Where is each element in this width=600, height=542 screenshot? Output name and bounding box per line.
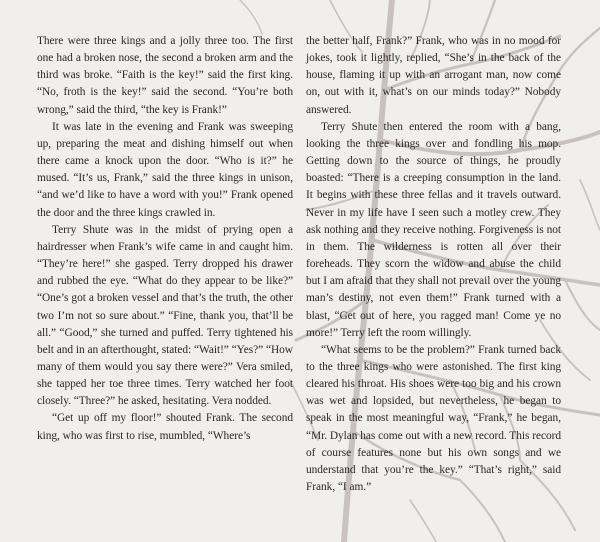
left-text-column	[37, 33, 293, 445]
paragraph: There were three kings and a jolly three too. The first one had a broken nose, the second a broken arm and the third was broke. “Faith is the key!” said the first king. “No, froth is the key!” said the second. “You’re both wrong,” said the third, “the key is Frank!”	[37, 35, 293, 116]
paragraph: It was late in the evening and Frank was sweeping up, preparing the meat and dishing himself out when there came a knock upon the door. “Who is it?” he mused. “It’s us, Frank,” said the three kings in unison, “and we’d like to have a word with you!” Frank opened the door and the three kings crawled in.	[37, 120, 293, 219]
right-text-column	[306, 33, 561, 496]
paragraph: Terry Shute was in the midst of prying open a hairdresser when Frank’s wife came in and caught him. “They’re here!” she gasped. Terry dropped his drawer and rubbed the eye. “What do they appear to be like?” “One’s got a broken vessel and that’s the truth, the other two I’m not so sure about.” “Fine, thank you, that’ll be all.” “Good,” she turned and puffed. Terry tightened his belt and in an afterthought, stated: “Wait!” “Yes?” “How many of them would you say there were?” Vera smiled, she tapped her toe three times. Terry watched her foot closely. “Three?” he asked, hesitating. Vera nodded.	[37, 223, 293, 408]
paragraph: the better half, Frank?” Frank, who was in no mood for jokes, took it lightly, replied, “She’s in the back of the house, flaming it up with an arrogant man, now come on, out with it, what’s on our minds today?” Nobody answered.	[306, 35, 561, 116]
paragraph: “What seems to be the problem?” Frank turned back to the three kings who were astonished. The first king cleared his throat. His shoes were too big and his crown was wet and lopsided, but nevertheless, he began to speak in the most meaningful way, “Frank,” he began, “Mr. Dylan has come out with a new record. This record of course features none but his own songs and we understand that you’re the key.” “That’s right,” said Frank, “I am.”	[306, 343, 561, 494]
paragraph: Terry Shute then entered the room with a bang, looking the three kings over and fondling his mop. Getting down to the source of things, he proudly boasted: “There is a creeping consumption in the land. It begins with these three fellas and it travels outward. Never in my life have I seen such a motley crew. They ask nothing and they receive nothing. Forgiveness is not in them. The wilderness is rotten all over their foreheads. They scorn the widow and abuse the child but I am afraid that they shall not prevail over the young man’s destiny, not even them!” Frank turned with a blast, “Get out of here, you ragged man! Come ye no more!” Terry left the room willingly.	[306, 120, 561, 339]
paragraph: “Get up off my floor!” shouted Frank. The second king, who was first to rise, mumbled, “Where’s	[37, 412, 293, 442]
